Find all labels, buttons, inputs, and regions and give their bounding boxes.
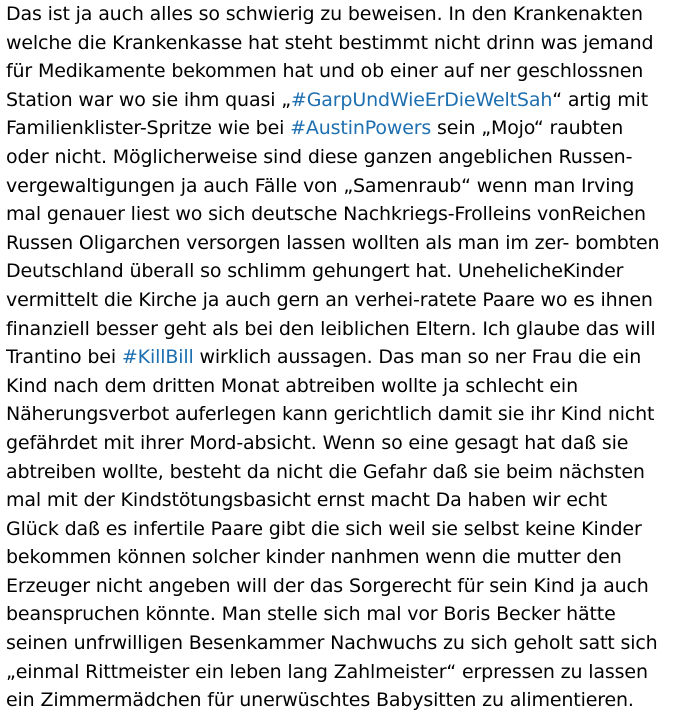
text-line	[6, 172, 682, 201]
hashtag-link[interactable]: #AustinPowers	[290, 117, 432, 140]
text-line	[6, 0, 682, 29]
text-segment: Russen Oligarchen versorgen lassen wollten als man im zer- bombten	[6, 231, 660, 254]
text-segment: Station war wo sie ihm quasi „	[6, 88, 291, 111]
text-line	[6, 372, 682, 401]
text-line	[6, 429, 682, 458]
text-line	[6, 229, 682, 258]
text-line	[6, 286, 682, 315]
text-segment: Kind nach dem dritten Monat abtreiben wollte ja schlecht ein	[6, 374, 578, 397]
text-segment: ein Zimmermädchen für unerwüschtes Babysitten zu alimentieren.	[6, 689, 634, 712]
text-line	[6, 257, 682, 286]
text-segment: wirklich aussagen. Das man so ner Frau die ein	[193, 346, 642, 369]
text-segment: mal mit der Kindstötungsbasicht ernst macht Da haben wir echt	[6, 489, 608, 512]
text-line	[6, 200, 682, 229]
text-segment: finanziell besser geht als bei den leiblichen Eltern. Ich glaube das will	[6, 317, 656, 340]
text-segment: Glück daß es infertile Paare gibt die sich weil sie selbst keine Kinder	[6, 517, 642, 540]
text-line	[6, 458, 682, 487]
text-segment: gefährdet mit ihrer Mord-absicht. Wenn so eine gesagt hat daß sie	[6, 431, 629, 454]
text-line	[6, 29, 682, 58]
text-segment: welche die Krankenkasse hat steht bestimmt nicht drinn was jemand	[6, 31, 654, 54]
text-line	[6, 686, 682, 715]
text-segment: beanspruchen könnte. Man stelle sich mal vor Boris Becker hätte	[6, 603, 616, 626]
text-line	[6, 315, 682, 344]
text-segment: vergewaltigungen ja auch Fälle von „Samenraub“ wenn man Irving	[6, 174, 635, 197]
text-line	[6, 86, 682, 115]
text-line	[6, 629, 682, 658]
text-line	[6, 400, 682, 429]
text-segment: Erzeuger nicht angeben will der das Sorgerecht für sein Kind ja auch	[6, 574, 649, 597]
text-line	[6, 543, 682, 572]
text-segment: vermittelt die Kirche ja auch gern an verhei-ratete Paare wo es ihnen	[6, 288, 653, 311]
text-segment: Das ist ja auch alles so schwierig zu beweisen. In den Krankenakten	[6, 3, 643, 25]
text-segment: bekommen können solcher kinder nanhmen wenn die mutter den	[6, 546, 622, 569]
text-segment: mal genauer liest wo sich deutsche Nachkriegs-Frolleins vonReichen	[6, 203, 646, 226]
text-segment: Deutschland überall so schlimm gehungert hat. UneheIicheKinder	[6, 260, 624, 283]
text-line	[6, 343, 682, 372]
text-segment: „einmal Rittmeister ein leben lang Zahlmeister“ erpressen zu lassen	[6, 660, 648, 683]
text-line	[6, 658, 682, 687]
text-segment: Familienklister-Spritze wie bei	[6, 117, 291, 140]
hashtag-link[interactable]: #GarpUndWieErDieWeltSah	[290, 88, 553, 111]
hashtag-link[interactable]: #KillBill	[121, 346, 194, 369]
text-line	[6, 600, 682, 629]
text-segment: “ artig mit	[552, 88, 648, 111]
text-line	[6, 515, 682, 544]
text-segment: abtreiben wollte, besteht da nicht die Gefahr daß sie beim nächsten	[6, 460, 645, 483]
text-line	[6, 572, 682, 601]
text-line	[6, 114, 682, 143]
text-segment: für Medikamente bekommen hat und ob einer auf ner geschlossnen	[6, 60, 644, 83]
post-text	[6, 0, 682, 715]
text-line	[6, 57, 682, 86]
text-segment: Trantino bei	[6, 346, 122, 369]
text-line	[6, 143, 682, 172]
text-segment: sein „Mojo“ raubten	[431, 117, 624, 140]
text-segment: seinen unfrwilligen Besenkammer Nachwuchs zu sich geholt satt sich	[6, 632, 658, 655]
text-segment: Näherungsverbot auferlegen kann gerichtlich damit sie ihr Kind nicht	[6, 403, 655, 426]
text-segment: oder nicht. Möglicherweise sind diese ganzen angeblichen Russen-	[6, 145, 633, 168]
text-line	[6, 486, 682, 515]
